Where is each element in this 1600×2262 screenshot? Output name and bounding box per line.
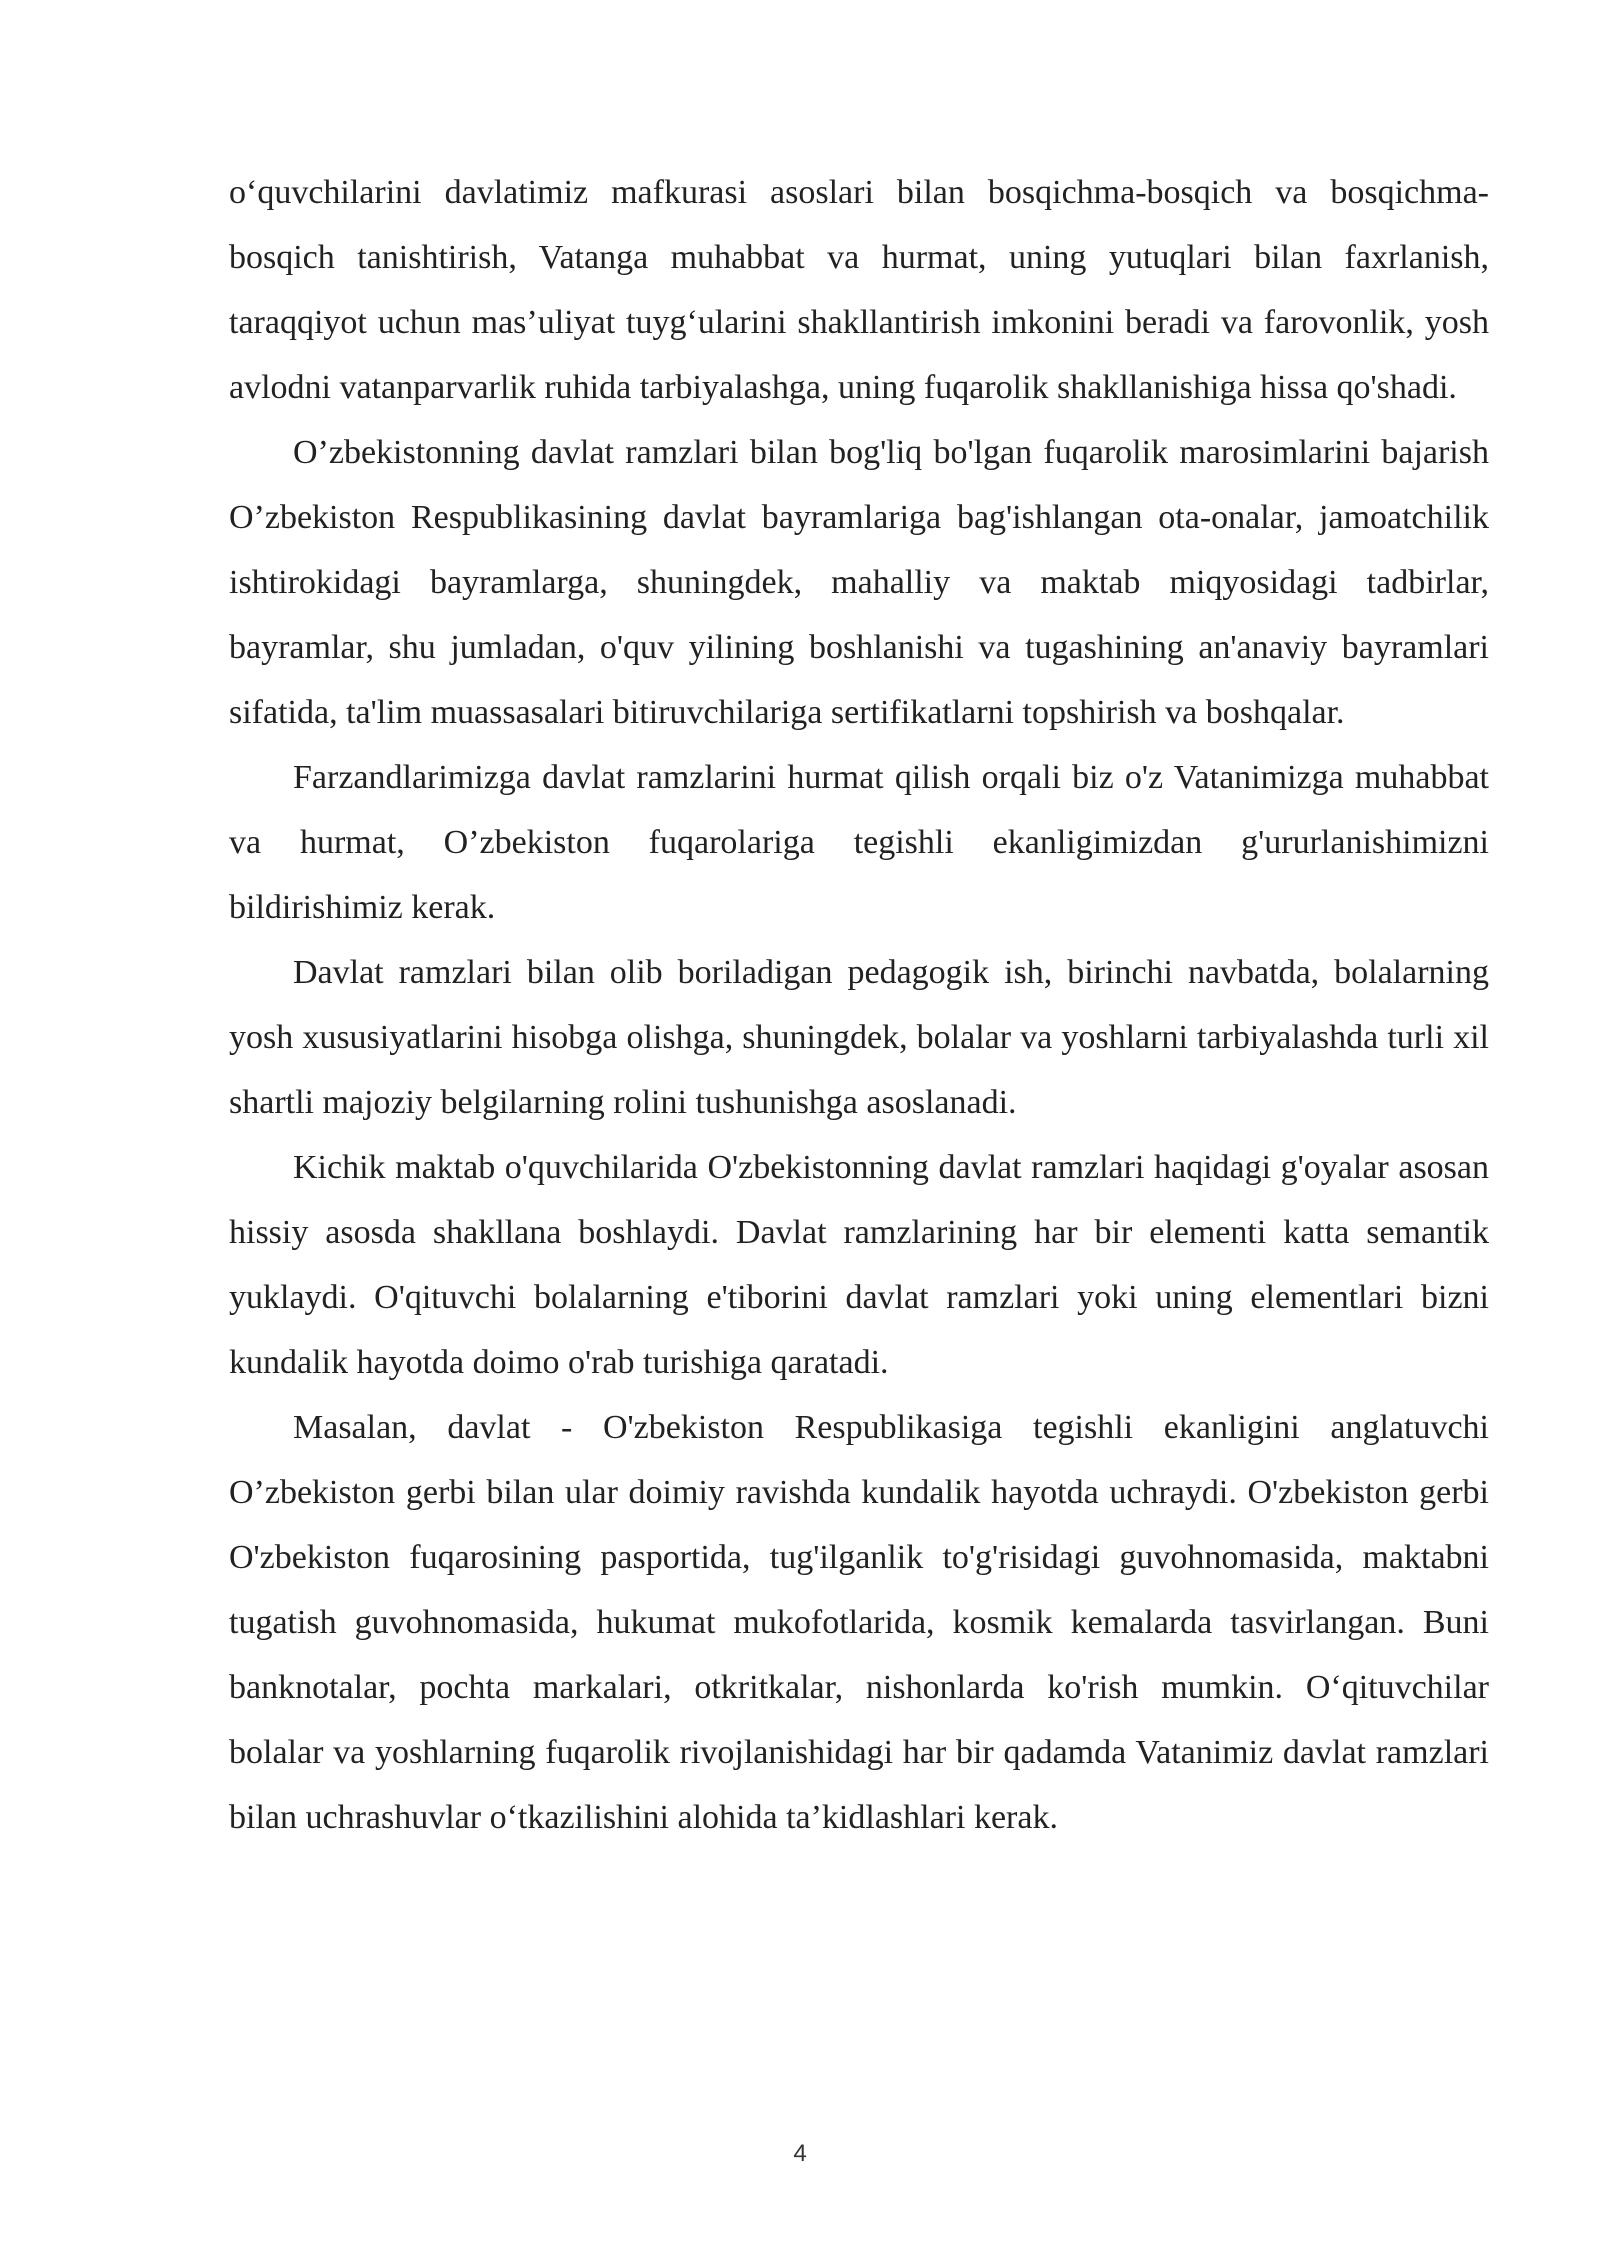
page-number: 4 [793,2140,807,2167]
paragraph: O’zbekistonning davlat ramzlari bilan bog'liq bo'lgan fuqarolik marosimlarini bajarish O’zbekiston Respublikasining davlat bayramlariga bag'ishlangan ota-onalar, jamoatchilik ishtirokidagi bayramlarga, shuningdek, mahalliy va maktab miqyosidagi tadbirlar, bayramlar, shu jumladan, o'quv yilining boshlanishi va tugashining an'anaviy bayramlari sifatida, ta'lim muassasalari bitiruvchilariga sertifikatlarni topshirish va boshqalar. [229,434,1489,731]
paragraph: Farzandlarimizga davlat ramzlarini hurmat qilish orqali biz o'z Vatanimizga muhabbat va hurmat, O’zbekiston fuqarolariga tegishli ekanligimizdan g'ururlanishimizni bildirishimiz kerak. [229,759,1489,926]
paragraph: Davlat ramzlari bilan olib boriladigan pedagogik ish, birinchi navbatda, bolalarning yosh xususiyatlarini hisobga olishga, shuningdek, bolalar va yoshlarni tarbiyalashda turli xil shartli majoziy belgilarning rolini tushunishga asoslanadi. [229,954,1489,1121]
document-body [229,160,1489,1850]
paragraph: o‘quvchilarini davlatimiz mafkurasi asoslari bilan bosqichma-bosqich va bosqichma-bosqich tanishtirish, Vatanga muhabbat va hurmat, uning yutuqlari bilan faxrlanish, taraqqiyot uchun mas’uliyat tuyg‘ularini shakllantirish imkonini beradi va farovonlik, yosh avlodni vatanparvarlik ruhida tarbiyalashga, uning fuqarolik shakllanishiga hissa qo'shadi. [229,174,1489,406]
paragraph: Kichik maktab o'quvchilarida O'zbekistonning davlat ramzlari haqidagi g'oyalar asosan hissiy asosda shakllana boshlaydi. Davlat ramzlarining har bir elementi katta semantik yuklaydi. O'qituvchi bolalarning e'tiborini davlat ramzlari yoki uning elementlari bizni kundalik hayotda doimo o'rab turishiga qaratadi. [229,1149,1489,1381]
paragraph: Masalan, davlat - O'zbekiston Respublikasiga tegishli ekanligini anglatuvchi O’zbekiston gerbi bilan ular doimiy ravishda kundalik hayotda uchraydi. O'zbekiston gerbi O'zbekiston fuqarosining pasportida, tug'ilganlik to'g'risidagi guvohnomasida, maktabni tugatish guvohnomasida, hukumat mukofotlarida, kosmik kemalarda tasvirlangan. Buni banknotalar, pochta markalari, otkritkalar, nishonlarda ko'rish mumkin. O‘qituvchilar bolalar va yoshlarning fuqarolik rivojlanishidagi har bir qadamda Vatanimiz davlat ramzlari bilan uchrashuvlar o‘tkazilishini alohida ta’kidlashlari kerak. [229,1409,1489,1836]
